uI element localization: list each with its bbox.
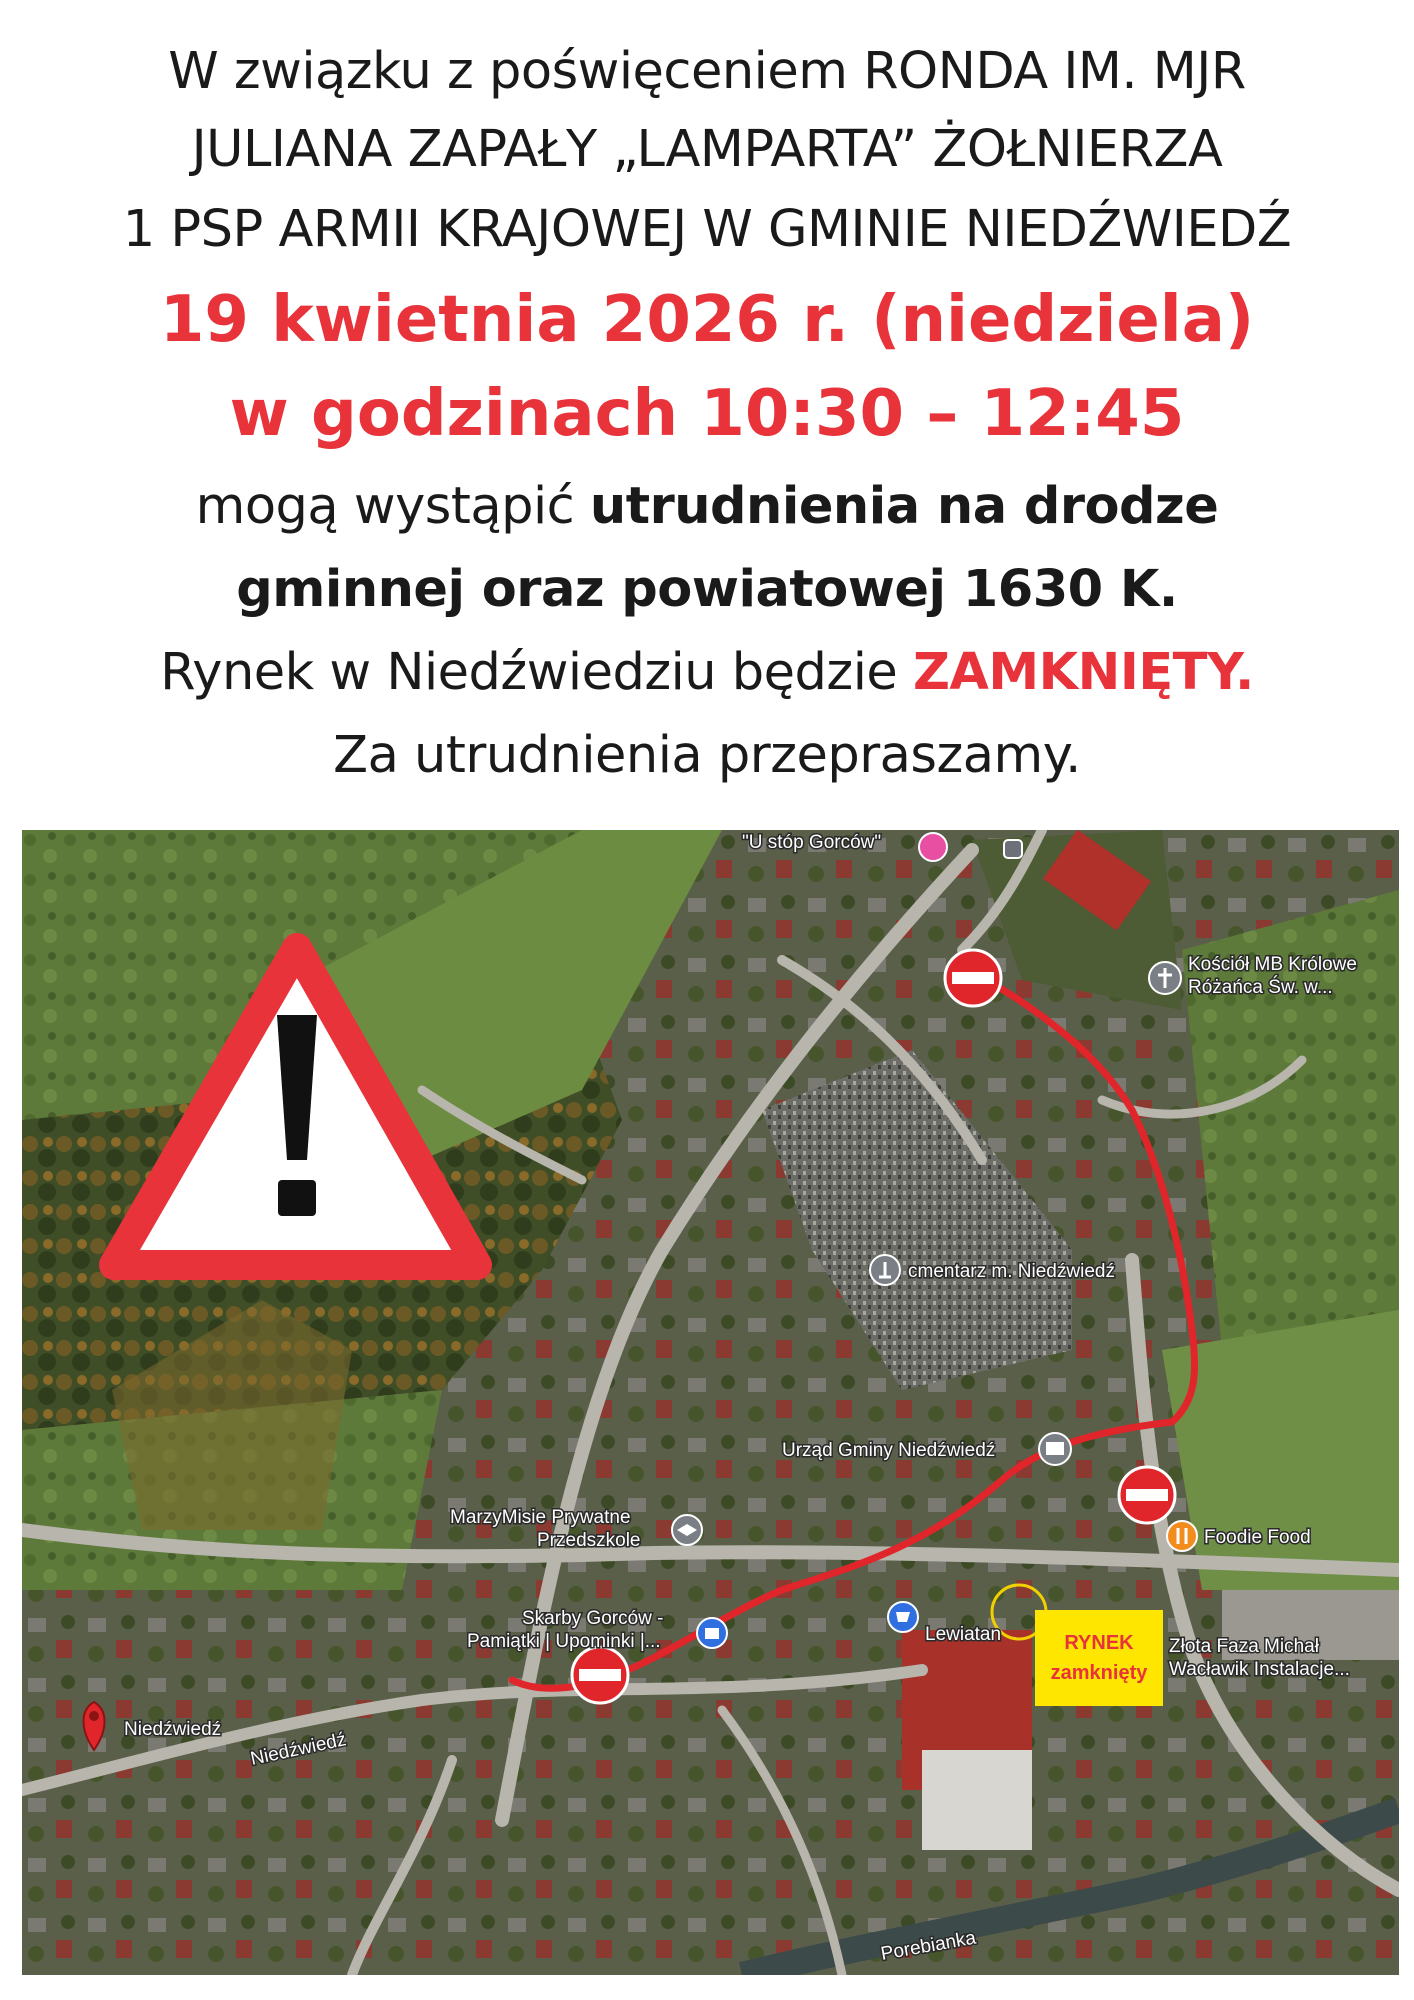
map-label-kosciol-1: Kościół MB Królowe <box>1188 954 1357 975</box>
no-entry-sign-icon <box>572 1647 628 1703</box>
map-label-marzymisie-2: Przedszkole <box>537 1530 641 1551</box>
map-label-zlota-faza-2: Wacławik Instalacje... <box>1169 1659 1350 1680</box>
supermarket-icon <box>888 1602 918 1632</box>
map-label-skarby-2: Pamiątki | Upominki |... <box>467 1631 661 1652</box>
map-label-marzymisie-1: MarzyMisie Prywatne <box>450 1507 631 1528</box>
map-image <box>22 830 1399 1975</box>
church-icon <box>1149 962 1181 994</box>
town-hall-icon <box>1039 1433 1071 1465</box>
cemetery-icon <box>870 1255 900 1285</box>
rynek-box-line-1: RYNEK <box>1064 1632 1134 1654</box>
map-label-zlota-faza-1: Złota Faza Michał <box>1169 1636 1319 1657</box>
map-label-niedzwiedz-pin: Niedźwiedź <box>124 1719 222 1740</box>
map-label-kosciol-2: Różańca Św. w... <box>1188 977 1333 998</box>
notice-line-7: gminnej oraz powiatowej 1630 K. <box>236 560 1178 619</box>
map-label-skarby-1: Skarby Gorców - <box>522 1608 664 1629</box>
rynek-closed-box <box>1035 1610 1163 1706</box>
map-label-niedzwiedz-road: Niedźwiedź <box>248 1729 349 1770</box>
hotel-icon <box>919 833 947 861</box>
map-label-urzad-gminy: Urząd Gminy Niedźwiedź <box>782 1440 996 1461</box>
notice-line-1: W związku z poświęceniem RONDA IM. MJR <box>168 42 1246 101</box>
notice-line-6 <box>0 477 1414 536</box>
map-label-porebianka: Porebianka <box>879 1927 978 1965</box>
school-icon <box>672 1515 702 1545</box>
no-entry-sign-icon <box>1119 1467 1175 1523</box>
restaurant-icon <box>1167 1521 1197 1551</box>
map-label-u-stop-gorcow: "U stóp Gorców" <box>742 832 882 853</box>
notice-line-9: Za utrudnienia przepraszamy. <box>333 726 1081 785</box>
no-entry-sign-icon <box>945 950 1001 1006</box>
notice-line-2: JULIANA ZAPAŁY „LAMPARTA” ŻOŁNIERZA <box>191 120 1223 179</box>
rynek-box-line-2: zamknięty <box>1050 1662 1148 1684</box>
shop-icon <box>697 1618 727 1648</box>
bus-stop-icon <box>1004 840 1022 858</box>
notice-line-8 <box>0 643 1414 702</box>
map-label-lewiatan: Lewiatan <box>925 1624 1002 1645</box>
notice-line-8-normal: Rynek w Niedźwiedziu będzie <box>160 643 913 702</box>
notice-line-6-bold: utrudnienia na drodze <box>589 477 1219 536</box>
notice-hours: w godzinach 10:30 – 12:45 <box>229 377 1185 451</box>
notice-line-6-normal: mogą wystąpić <box>195 477 590 536</box>
notice-date: 19 kwietnia 2026 r. (niedziela) <box>159 283 1255 357</box>
notice-closed-word: ZAMKNIĘTY. <box>912 643 1254 702</box>
map-label-cmentarz: cmentarz m. Niedźwiedź <box>908 1261 1115 1282</box>
map-label-foodie-food: Foodie Food <box>1204 1527 1311 1548</box>
notice-line-3: 1 PSP ARMII KRAJOWEJ W GMINIE NIEDŹWIEDŹ <box>122 200 1292 259</box>
